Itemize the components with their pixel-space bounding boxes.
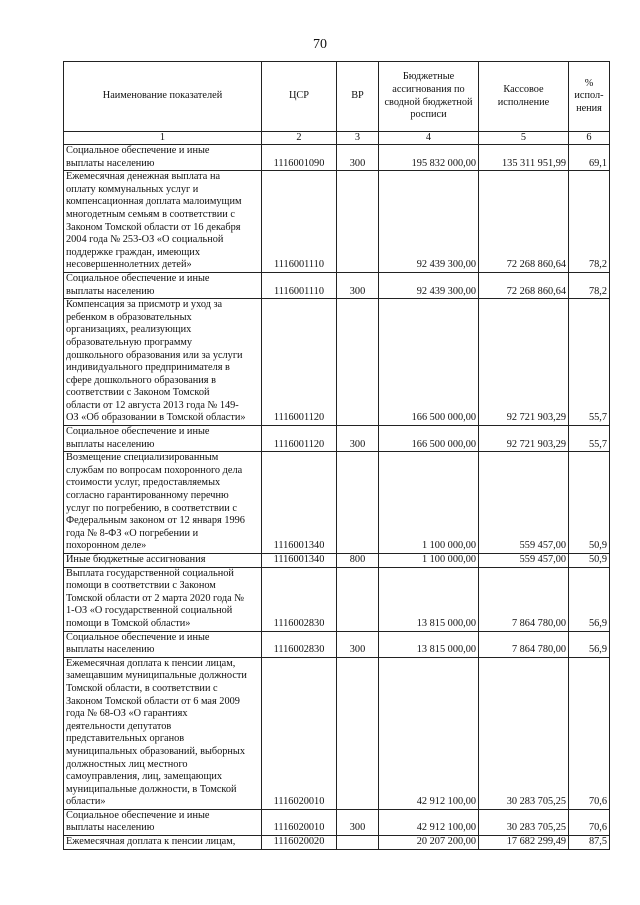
table-row xyxy=(64,171,610,273)
table-row xyxy=(64,299,610,426)
row-csr-cell: 1116020010 xyxy=(262,657,337,809)
row-budget-cell: 166 500 000,00 xyxy=(379,426,479,452)
column-number: 2 xyxy=(262,132,337,145)
header-cash: Кассовое исполнение xyxy=(479,62,569,132)
row-name-cell: Социальное обеспечение и иные выплаты населению xyxy=(64,272,262,298)
row-budget-cell: 92 439 300,00 xyxy=(379,171,479,273)
row-percent-cell: 56,9 xyxy=(569,567,610,631)
row-budget-cell: 1 100 000,00 xyxy=(379,452,479,554)
row-budget-cell: 20 207 200,00 xyxy=(379,836,479,850)
row-cash-cell: 72 268 860,64 xyxy=(479,272,569,298)
row-name-cell: Компенсация за присмотр и уход за ребенком в образовательных организациях, реализующих образовательную программу дошкольного образования или за услуги индивидуального предпринимателя в сфере дошкольного образования в соответствии с Законом Томской области от 12 августа 2013 года № 149- ОЗ «Об образовании в Томской области» xyxy=(64,299,262,426)
row-vr-cell xyxy=(337,171,379,273)
row-cash-cell: 559 457,00 xyxy=(479,554,569,568)
table-row xyxy=(64,145,610,171)
row-percent-cell: 50,9 xyxy=(569,554,610,568)
row-csr-cell: 1116001340 xyxy=(262,452,337,554)
row-csr-cell: 1116001340 xyxy=(262,554,337,568)
row-budget-cell: 42 912 100,00 xyxy=(379,657,479,809)
row-budget-cell: 42 912 100,00 xyxy=(379,809,479,835)
row-vr-cell xyxy=(337,299,379,426)
row-percent-cell: 70,6 xyxy=(569,809,610,835)
row-budget-cell: 1 100 000,00 xyxy=(379,554,479,568)
row-csr-cell: 1116001090 xyxy=(262,145,337,171)
row-cash-cell: 17 682 299,49 xyxy=(479,836,569,850)
header-csr: ЦСР xyxy=(262,62,337,132)
row-csr-cell: 1116001110 xyxy=(262,272,337,298)
row-csr-cell: 1116002830 xyxy=(262,567,337,631)
row-budget-cell: 13 815 000,00 xyxy=(379,567,479,631)
table-row xyxy=(64,657,610,809)
row-cash-cell: 30 283 705,25 xyxy=(479,809,569,835)
table-row xyxy=(64,426,610,452)
table-row xyxy=(64,809,610,835)
column-number: 1 xyxy=(64,132,262,145)
row-cash-cell: 559 457,00 xyxy=(479,452,569,554)
row-cash-cell: 30 283 705,25 xyxy=(479,657,569,809)
row-csr-cell: 1116020020 xyxy=(262,836,337,850)
row-cash-cell: 7 864 780,00 xyxy=(479,631,569,657)
row-name-cell: Иные бюджетные ассигнования xyxy=(64,554,262,568)
row-percent-cell: 69,1 xyxy=(569,145,610,171)
row-vr-cell xyxy=(337,657,379,809)
row-name-cell: Социальное обеспечение и иные выплаты населению xyxy=(64,426,262,452)
header-percent: % испол-нения xyxy=(569,62,610,132)
row-cash-cell: 135 311 951,99 xyxy=(479,145,569,171)
row-percent-cell: 50,9 xyxy=(569,452,610,554)
row-name-cell: Ежемесячная денежная выплата на оплату коммунальных услуг и компенсационная доплата малоимущим многодетным семьям в соответствии с Законом Томской области от 16 декабря 2004 года № 253-ОЗ «О социальной поддержке граждан, имеющих несовершеннолетних детей» xyxy=(64,171,262,273)
row-name-cell: Социальное обеспечение и иные выплаты населению xyxy=(64,631,262,657)
row-vr-cell: 300 xyxy=(337,809,379,835)
row-percent-cell: 78,2 xyxy=(569,171,610,273)
row-budget-cell: 92 439 300,00 xyxy=(379,272,479,298)
table-row xyxy=(64,836,610,850)
row-vr-cell: 300 xyxy=(337,631,379,657)
table-row xyxy=(64,452,610,554)
column-number: 4 xyxy=(379,132,479,145)
header-row xyxy=(64,62,610,132)
header-vr: ВР xyxy=(337,62,379,132)
row-cash-cell: 92 721 903,29 xyxy=(479,299,569,426)
row-vr-cell xyxy=(337,836,379,850)
header-name: Наименование показателей xyxy=(64,62,262,132)
row-vr-cell: 800 xyxy=(337,554,379,568)
row-csr-cell: 1116002830 xyxy=(262,631,337,657)
column-number: 3 xyxy=(337,132,379,145)
row-percent-cell: 87,5 xyxy=(569,836,610,850)
row-cash-cell: 7 864 780,00 xyxy=(479,567,569,631)
table-row xyxy=(64,631,610,657)
column-number: 6 xyxy=(569,132,610,145)
budget-execution-table xyxy=(63,61,610,850)
row-vr-cell: 300 xyxy=(337,426,379,452)
table-row xyxy=(64,272,610,298)
row-budget-cell: 13 815 000,00 xyxy=(379,631,479,657)
page-number: 70 xyxy=(313,37,327,52)
row-budget-cell: 195 832 000,00 xyxy=(379,145,479,171)
row-cash-cell: 72 268 860,64 xyxy=(479,171,569,273)
row-name-cell: Социальное обеспечение и иные выплаты населению xyxy=(64,145,262,171)
row-cash-cell: 92 721 903,29 xyxy=(479,426,569,452)
table-row xyxy=(64,554,610,568)
row-budget-cell: 166 500 000,00 xyxy=(379,299,479,426)
row-percent-cell: 70,6 xyxy=(569,657,610,809)
row-percent-cell: 55,7 xyxy=(569,299,610,426)
row-percent-cell: 78,2 xyxy=(569,272,610,298)
row-vr-cell xyxy=(337,567,379,631)
row-vr-cell: 300 xyxy=(337,145,379,171)
row-name-cell: Ежемесячная доплата к пенсии лицам, xyxy=(64,836,262,850)
column-number-row xyxy=(64,132,610,145)
row-name-cell: Социальное обеспечение и иные выплаты населению xyxy=(64,809,262,835)
row-name-cell: Ежемесячная доплата к пенсии лицам, замещавшим муниципальные должности Томской области, в соответствии с Законом Томской области от 6 мая 2009 года № 68-ОЗ «О гарантиях деятельности депутатов представительных органов муниципальных образований, выборных должностных лиц местного самоуправления, лиц, замещающих муниципальные должности, в Томской области» xyxy=(64,657,262,809)
row-csr-cell: 1116001110 xyxy=(262,171,337,273)
row-name-cell: Выплата государственной социальной помощи в соответствии с Законом Томской области от 2 марта 2020 года № 1-ОЗ «О государственной социальной помощи в Томской области» xyxy=(64,567,262,631)
row-name-cell: Возмещение специализированным службам по вопросам похоронного дела стоимости услуг, предоставляемых согласно гарантированному перечню услуг по погребению, в соответствии с Федеральным законом от 12 января 1996 года № 8-ФЗ «О погребении и похоронном деле» xyxy=(64,452,262,554)
row-vr-cell: 300 xyxy=(337,272,379,298)
row-percent-cell: 55,7 xyxy=(569,426,610,452)
table-row xyxy=(64,567,610,631)
row-percent-cell: 56,9 xyxy=(569,631,610,657)
row-csr-cell: 1116001120 xyxy=(262,299,337,426)
row-csr-cell: 1116001120 xyxy=(262,426,337,452)
row-csr-cell: 1116020010 xyxy=(262,809,337,835)
row-vr-cell xyxy=(337,452,379,554)
header-budget: Бюджетные ассигнования по сводной бюджетной росписи xyxy=(379,62,479,132)
column-number: 5 xyxy=(479,132,569,145)
